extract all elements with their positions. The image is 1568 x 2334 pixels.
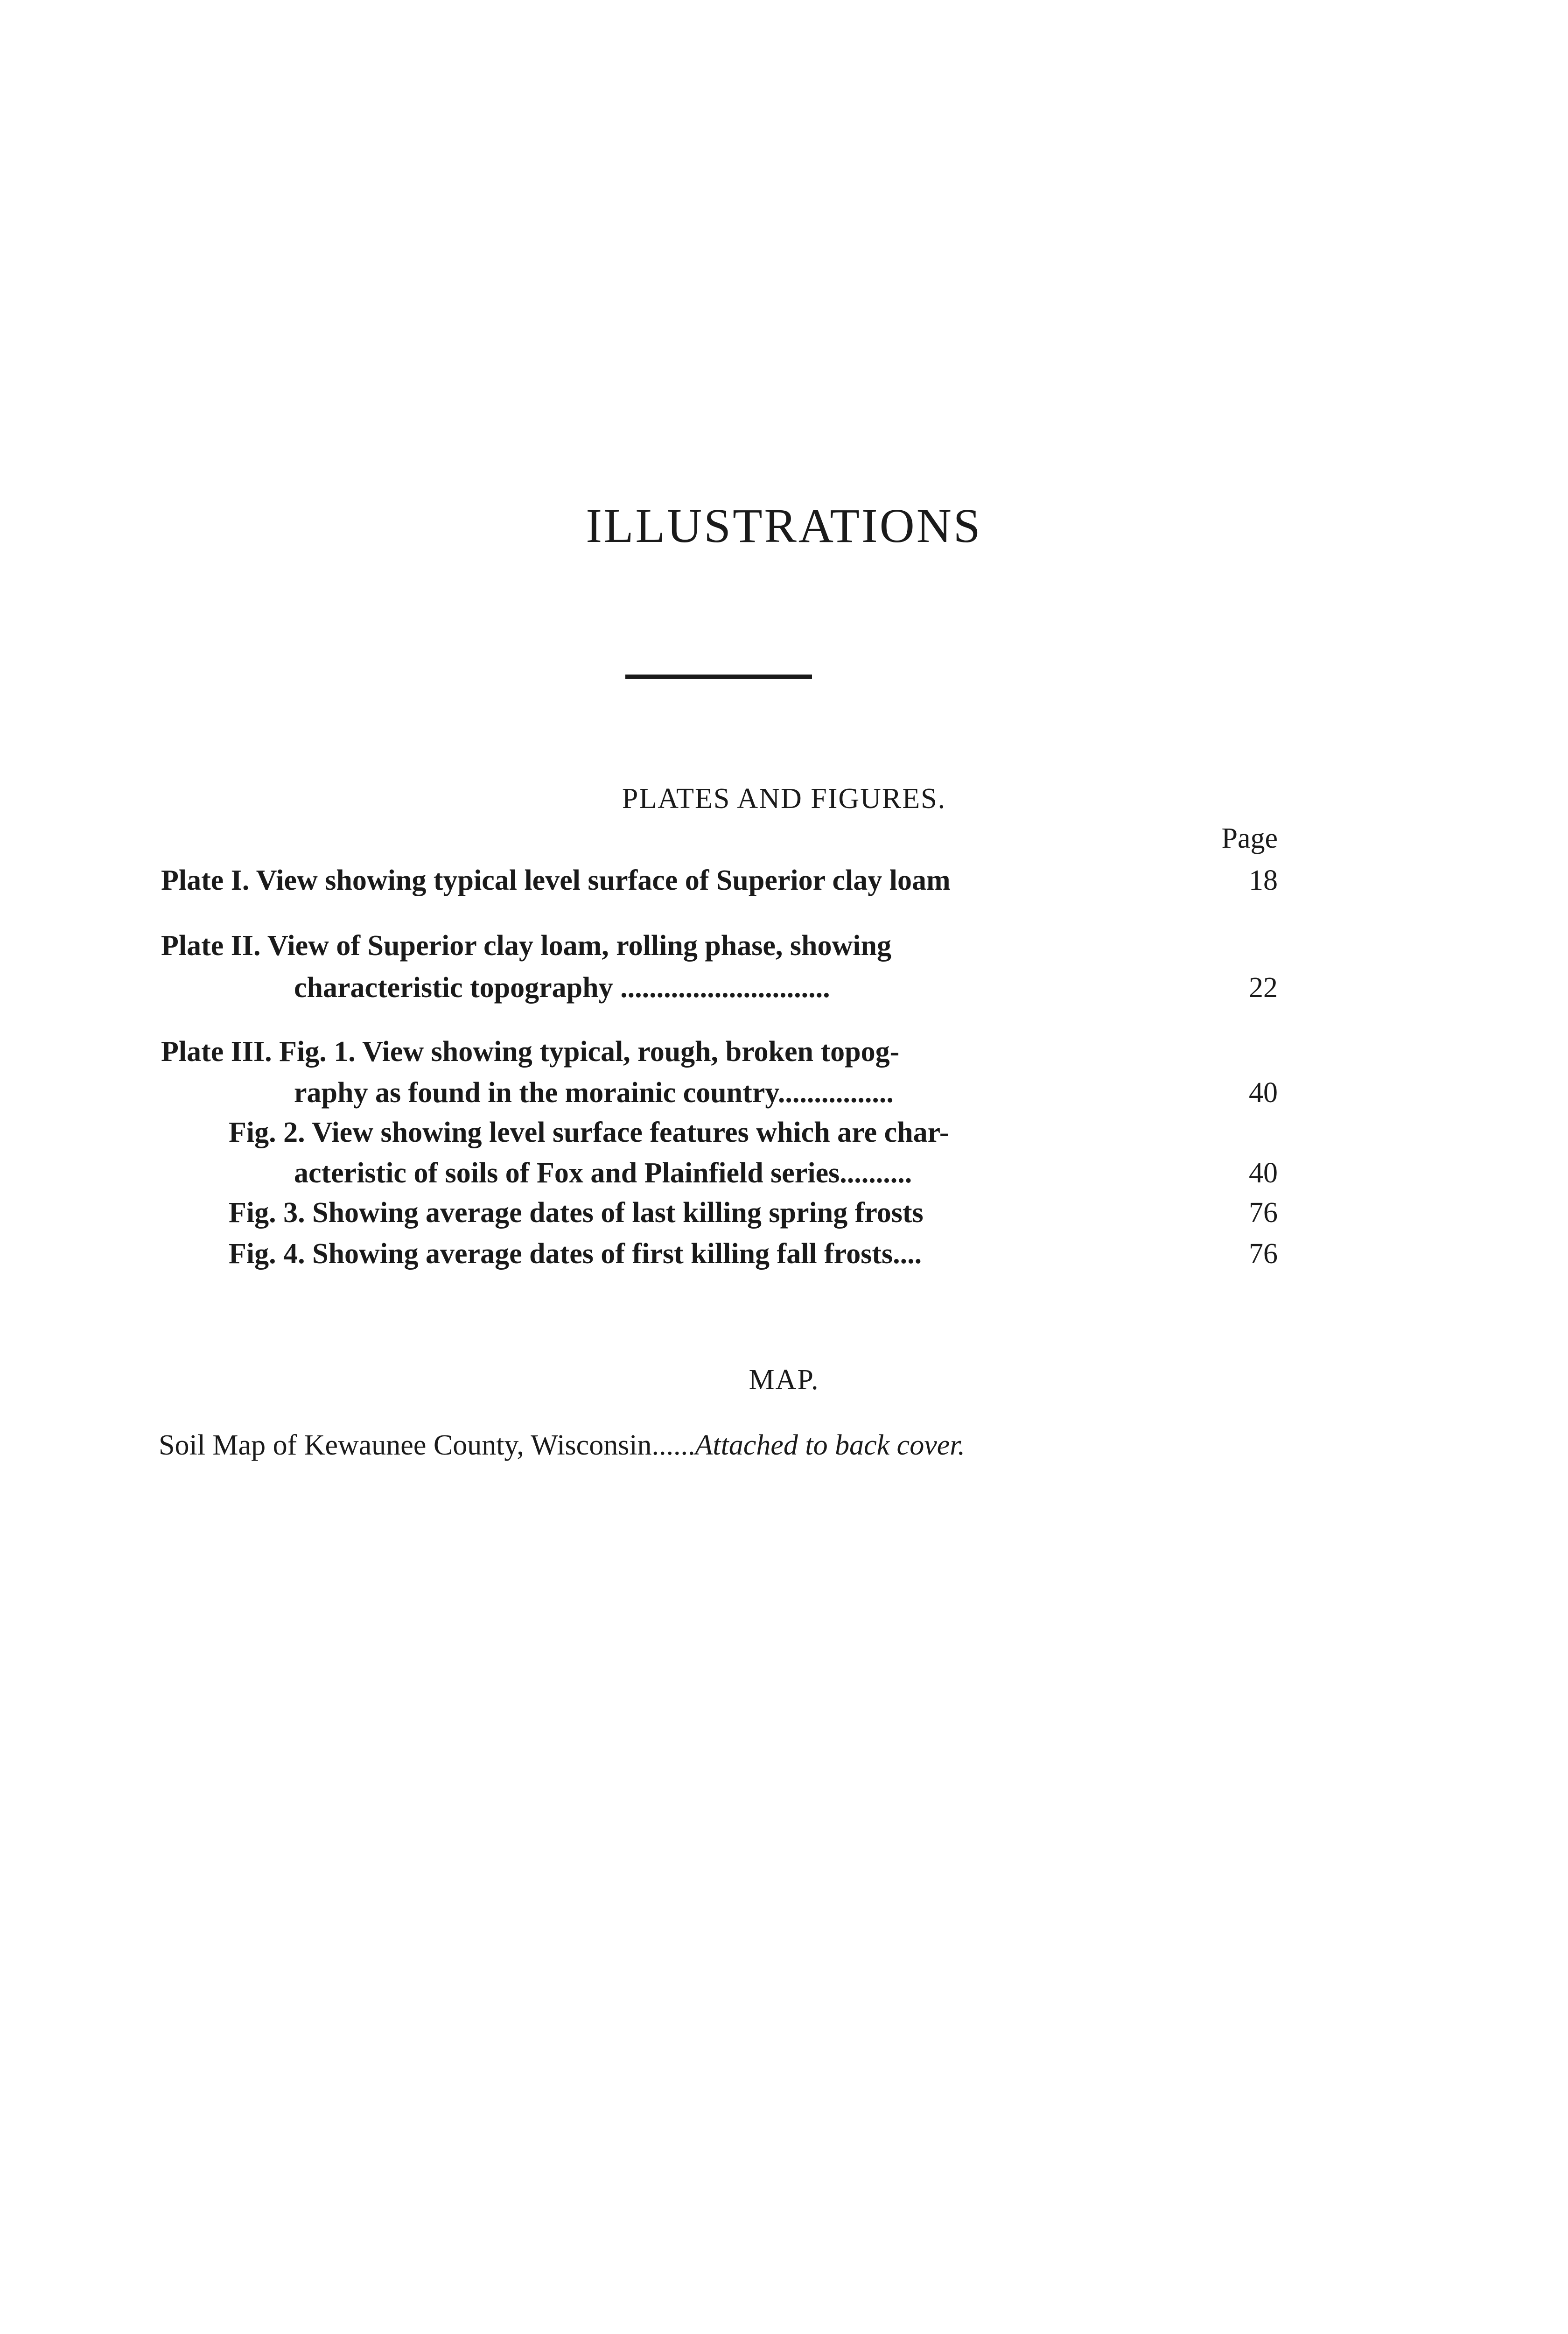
entry-plate-2-line2: characteristic topography ............................. [294, 972, 830, 1004]
map-heading: MAP. [749, 1364, 819, 1396]
map-entry-label: Soil Map of Kewaunee County, Wisconsin...... [159, 1429, 695, 1461]
entry-plate-2-page: 22 [1249, 972, 1278, 1004]
entry-fig-2-line2: acteristic of soils of Fox and Plainfield series.......... [294, 1157, 912, 1189]
page-title: ILLUSTRATIONS [586, 499, 982, 553]
entry-fig-2-line1: Fig. 2. View showing level surface features which are char- [229, 1117, 949, 1148]
entry-fig-4-page: 76 [1249, 1238, 1278, 1270]
entry-plate-2-line1: Plate II. View of Superior clay loam, rolling phase, showing [161, 930, 892, 962]
page-column-label: Page [1221, 823, 1278, 854]
map-entry-note: Attached to back cover. [695, 1429, 965, 1461]
entry-fig-3-page: 76 [1249, 1197, 1278, 1229]
entry-plate-3-fig-1-page: 40 [1249, 1077, 1278, 1109]
entry-plate-3-fig-1-line2: raphy as found in the morainic country................ [294, 1077, 894, 1109]
entry-plate-1-page: 18 [1249, 865, 1278, 896]
entry-fig-2-page: 40 [1249, 1157, 1278, 1189]
entry-plate-1-text: Plate I. View showing typical level surface of Superior clay loam [161, 865, 951, 896]
entry-plate-3-fig-1-line1: Plate III. Fig. 1. View showing typical, rough, broken topog- [161, 1036, 900, 1068]
entry-fig-3-text: Fig. 3. Showing average dates of last killing spring frosts [229, 1197, 924, 1229]
title-divider [625, 675, 812, 679]
plates-heading: PLATES AND FIGURES. [622, 783, 946, 815]
entry-fig-4-text: Fig. 4. Showing average dates of first killing fall frosts.... [229, 1238, 922, 1270]
map-entry [159, 1431, 965, 1460]
